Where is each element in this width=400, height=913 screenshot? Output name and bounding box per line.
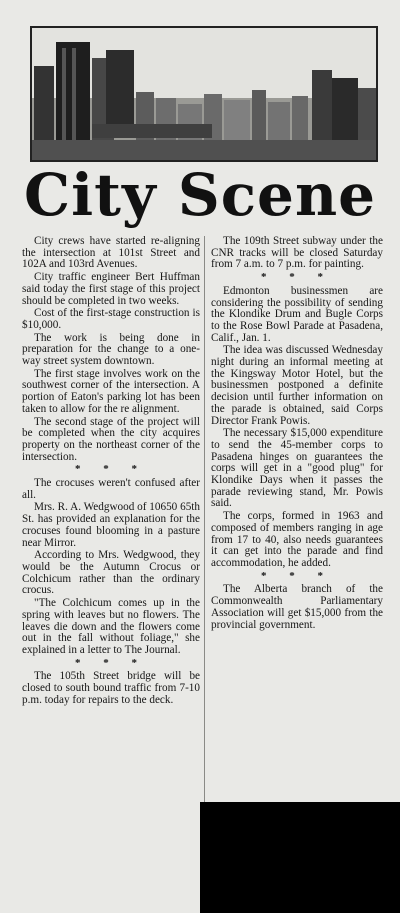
article-paragraph: The necessary $15,000 expenditure to send the 45-member corps to Pasadena hinges on guarantees the corps will get in a "good plug" for Klondike Days when it passes the parade reviewing stand, Mr. Powis said. [211,427,383,510]
article-paragraph: The second stage of the project will be completed when the city acquires property on the northeast corner of the intersection. [22,415,200,463]
article-paragraph: The 109th Street subway under the CNR tracks will be closed Saturday from 7 a.m. to 7 p.m. for painting. [211,235,383,271]
city-skyline-photo [30,26,378,162]
headline: City Scene [23,161,377,229]
column-divider [204,236,205,896]
section-separator: * * * [261,271,333,284]
article-paragraph: The crocuses weren't confused after all. [22,477,200,501]
article-paragraph: Edmonton businessmen are considering the possibility of sending the Klondike Drum and Bugle Corps to the Rose Bowl Parade at Pasadena, Calif., Jan. 1. [211,284,383,344]
article-paragraph: The work is being done in preparation for the change to a one-way street system downtown. [22,331,200,368]
article-paragraph: Cost of the first-stage construction is $10,000. [22,307,200,331]
article-paragraph: "The Colchicum comes up in the spring with leaves but no flowers. The leaves die down and the flowers come out in the fall without foliage," she explained in a letter to The Journal. [22,597,200,656]
article-paragraph: According to Mrs. Wedgwood, they would be the Autumn Crocus or Colchicum rather than the ordinary crocus. [22,549,200,597]
redacted-block [200,802,400,913]
article-paragraph: The 105th Street bridge will be closed to south bound traffic from 7-10 p.m. today for repairs to the deck. [22,670,200,706]
article-paragraph: City traffic engineer Bert Huffman said today the first stage of this project should be completed in two weeks. [22,271,200,307]
article-paragraph: The idea was discussed Wednesday night during an informal meeting at the Kingsway Motor Hotel, but the businessmen postponed a definite decision until further information on the parade is obtained, said Corps Director Frank Powis. [211,344,383,427]
section-separator: * * * [75,656,147,669]
section-separator: * * * [75,463,147,476]
article-paragraph: The Alberta branch of the Commonwealth Parliamentary Association will get $15,000 from the provincial government. [211,583,383,631]
article-paragraph: The corps, formed in 1963 and composed of members ranging in age from 17 to 40, also needs guarantees it can get into the parade and find accommodation, he added. [211,510,383,569]
article-paragraph: Mrs. R. A. Wedgwood of 10650 65th St. has provided an explanation for the crocuses found blooming in a pasture near Mirror. [22,501,200,549]
section-separator: * * * [261,569,333,582]
left-column [22,236,200,707]
skyline-illustration [32,28,376,160]
right-column [211,236,383,632]
article-paragraph: The first stage involves work on the southwest corner of the intersection. A portion of Eaton's parking lot has been taken to allow for the re alignment. [22,367,200,415]
article-paragraph: City crews have started re-aligning the intersection at 101st Street and 102A and 103rd Avenues. [22,235,200,271]
